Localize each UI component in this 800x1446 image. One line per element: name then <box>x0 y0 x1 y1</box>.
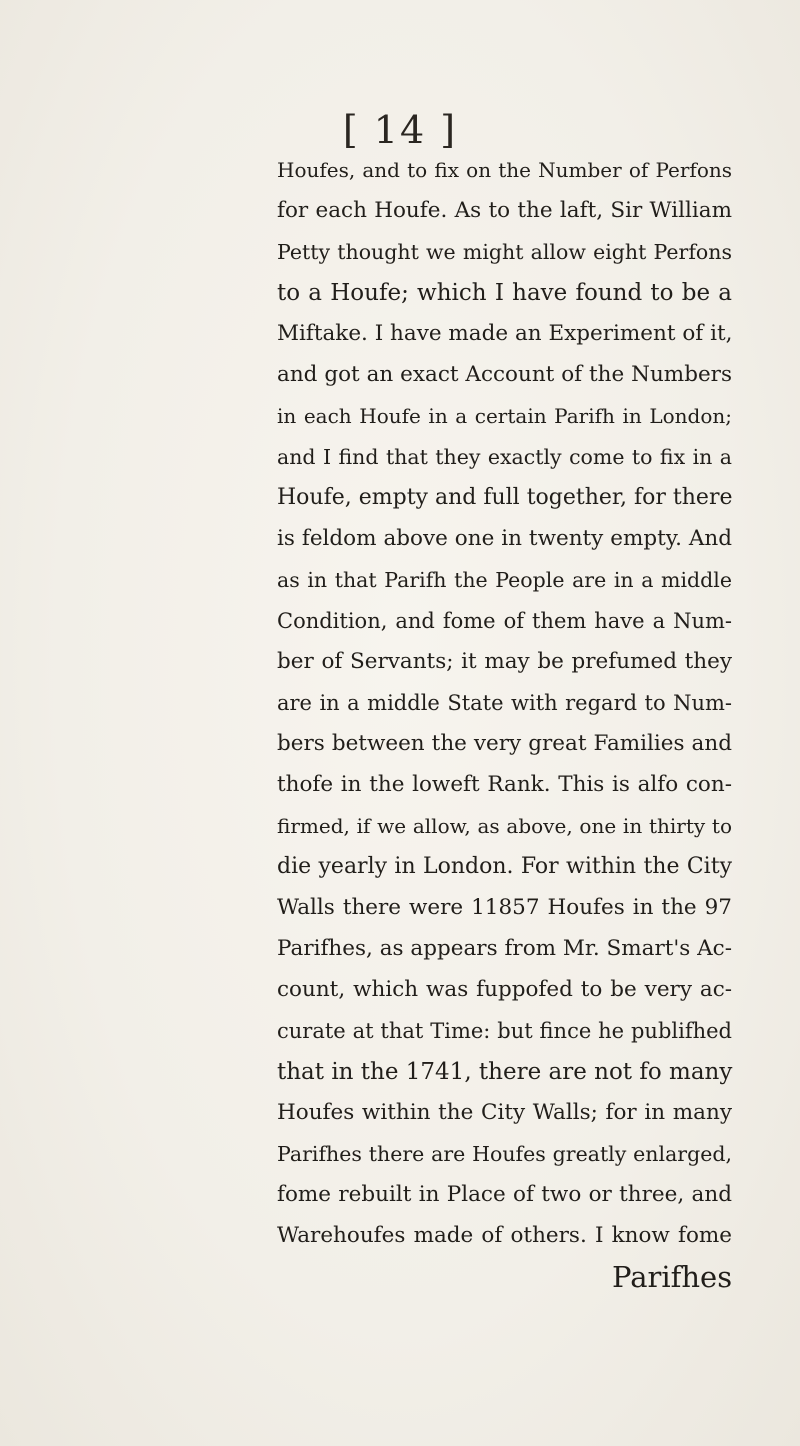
text-line: ber of Servants; it may be prefumed they <box>277 649 732 674</box>
text-line: Parifhes, as appears from Mr. Smart's Ac- <box>277 936 732 961</box>
text-line: Houfe, empty and full together, for there <box>277 485 733 510</box>
text-line: die yearly in London. For within the City <box>277 854 732 879</box>
text-line: and got an exact Account of the Numbers <box>277 362 732 387</box>
text-line: bers between the very great Families and <box>277 731 732 756</box>
text-line: thofe in the loweft Rank. This is alfo con- <box>277 772 732 797</box>
text-line: firmed, if we allow, as above, one in thirty to <box>277 814 732 838</box>
text-line: are in a middle State with regard to Num- <box>277 691 732 715</box>
text-line: and I find that they exactly come to fix in a <box>277 445 732 469</box>
text-line: curate at that Time: but fince he publifhed <box>277 1019 732 1043</box>
text-line: fome rebuilt in Place of two or three, and <box>277 1182 732 1207</box>
text-line: Houfes within the City Walls; for in many <box>277 1100 732 1125</box>
text-line: is feldom above one in twenty empty. And <box>277 526 732 551</box>
text-line: for each Houfe. As to the laft, Sir William <box>277 198 732 223</box>
text-line: in each Houfe in a certain Parifh in London; <box>277 404 732 428</box>
text-line: Warehoufes made of others. I know fome <box>277 1223 732 1248</box>
text-line: Miftake. I have made an Experiment of it, <box>277 321 733 346</box>
text-line: Condition, and fome of them have a Num- <box>277 609 732 633</box>
text-line: Houfes, and to fix on the Number of Perfons <box>277 158 732 182</box>
text-line: count, which was fuppofed to be very ac- <box>277 977 732 1002</box>
catchword: Parifhes <box>612 1260 733 1294</box>
text-line: Walls there were 11857 Houfes in the 97 <box>277 895 732 920</box>
text-line: to a Houfe; which I have found to be a <box>277 280 732 306</box>
text-line: Parifhes there are Houfes greatly enlarged, <box>277 1142 732 1166</box>
text-line: Petty thought we might allow eight Perfons <box>277 240 732 264</box>
text-line: that in the 1741, there are not fo many <box>277 1059 733 1085</box>
text-line: as in that Parifh the People are in a middle <box>277 568 732 592</box>
page-number: [ 14 ] <box>342 108 458 152</box>
